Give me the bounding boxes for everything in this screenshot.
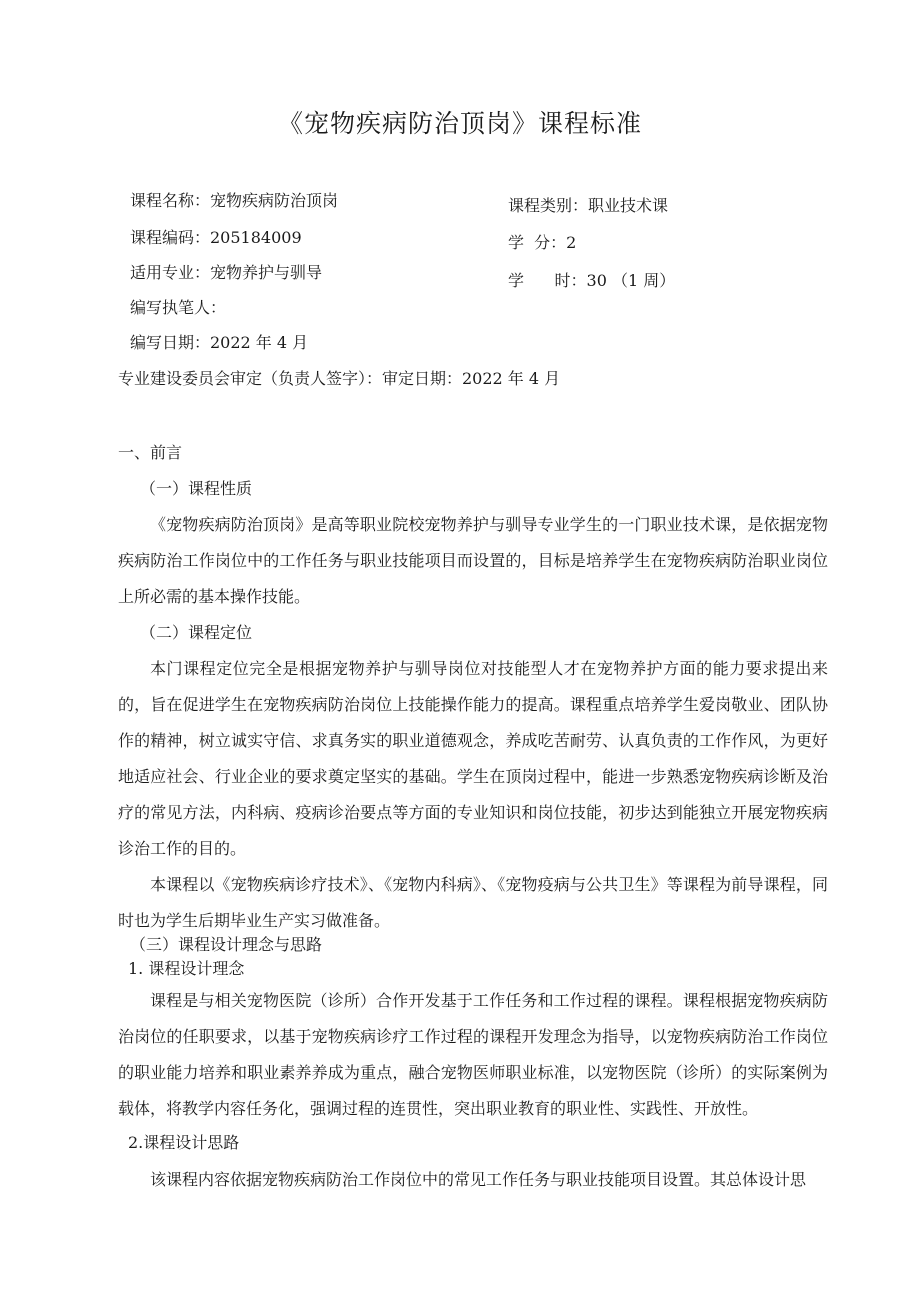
sub-subsection-heading-concept: 1. 课程设计理念 [128,959,245,978]
meta-author: 编写执笔人： [130,298,227,317]
document-title: 《宠物疾病防治顶岗》课程标准 [277,109,642,138]
meta-hours: 学 时：30 （1 周） [508,271,676,290]
meta-course-name: 课程名称：宠物疾病防治顶岗 [130,191,339,210]
section-heading-preface: 一、前言 [118,443,183,462]
paragraph-course-positioning: 本门课程定位完全是根据宠物养护与驯导岗位对技能型人才在宠物养护方面的能力要求提出来的，旨在促进学生在宠物疾病防治岗位上技能操作能力的提高。课程重点培养学生爱岗敬业、团队协作的精神，树立诚实守信、求真务实的职业道德观念，养成吃苦耐劳、认真负责的工作作风，为更好地适应社会、行业企业的要求奠定坚实的基础。学生在顶岗过程中，能进一步熟悉宠物疾病诊断及治疗的常见方法，内科病、疫病诊治要点等方面的专业知识和岗位技能，初步达到能独立开展宠物疾病诊治工作的目的。 [118,659,828,858]
paragraph-course-prerequisites: 本课程以《宠物疾病诊疗技术》、《宠物内科病》、《宠物疫病与公共卫生》等课程为前导课程，同时也为学生后期毕业生产实习做准备。 [118,875,828,930]
paragraph-design-concept: 课程是与相关宠物医院（诊所）合作开发基于工作任务和工作过程的课程。课程根据宠物疾病防治岗位的任职要求，以基于宠物疾病诊疗工作过程的课程开发理念为指导，以宠物疾病防治工作岗位的职业能力培养和职业素养养成为重点，融合宠物医师职业标准，以宠物医院（诊所）的实际案例为载体，将教学内容任务化，强调过程的连贯性，突出职业教育的职业性、实践性、开放性。 [118,991,828,1118]
subsection-heading-positioning: （二）课程定位 [140,623,253,642]
meta-review: 专业建设委员会审定（负责人签字）：审定日期：2022 年 4 月 [118,369,561,388]
meta-credits: 学 分：2 [508,233,577,252]
meta-course-type: 课程类别：职业技术课 [508,196,669,215]
paragraph-design-approach: 该课程内容依据宠物疾病防治工作岗位中的常见工作任务与职业技能项目设置。其总体设计思 [150,1170,807,1189]
meta-major: 适用专业：宠物养护与驯导 [130,263,323,282]
meta-course-code: 课程编码：205184009 [130,228,302,247]
subsection-heading-design: （三）课程设计理念与思路 [130,935,323,954]
sub-subsection-heading-approach: 2.课程设计思路 [128,1133,240,1152]
paragraph-course-nature: 《宠物疾病防治顶岗》是高等职业院校宠物养护与驯导专业学生的一门职业技术课，是依据宠物疾病防治工作岗位中的工作任务与职业技能项目而设置的，目标是培养学生在宠物疾病防治职业岗位上所必需的基本操作技能。 [118,515,828,606]
subsection-heading-nature: （一）课程性质 [140,479,253,498]
meta-date: 编写日期：2022 年 4 月 [130,333,309,352]
